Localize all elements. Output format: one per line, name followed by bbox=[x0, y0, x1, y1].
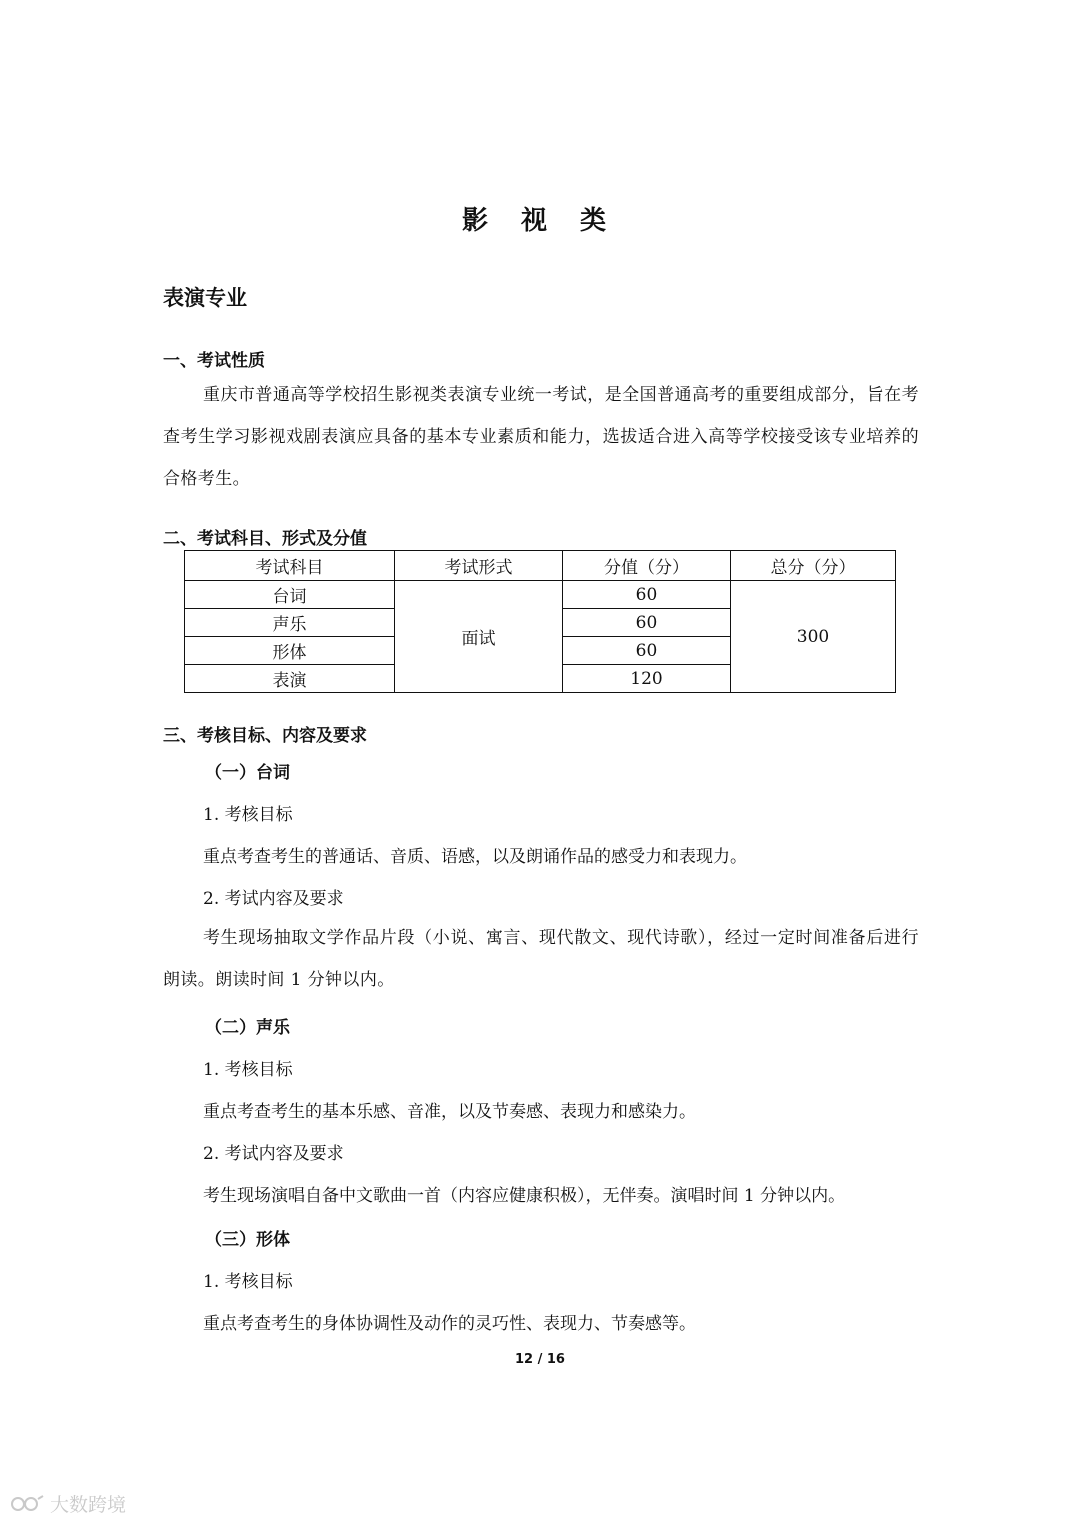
score-cell: 120 bbox=[563, 665, 731, 693]
score-cell: 60 bbox=[563, 581, 731, 609]
section-1-body: 重庆市普通高等学校招生影视类表演专业统一考试，是全国普通高考的重要组成部分，旨在考查考生学习影视戏剧表演应具备的基本专业素质和能力，选拔适合进入高等学校接受该专业培养的合格考生。 bbox=[163, 385, 919, 489]
page-title: 影 视 类 bbox=[461, 206, 619, 236]
table-header-cell: 考试形式 bbox=[395, 551, 563, 581]
logo-icon bbox=[10, 1493, 44, 1515]
score-cell: 60 bbox=[563, 637, 731, 665]
goal-label: 1. 考核目标 bbox=[203, 1060, 293, 1080]
table-header-row bbox=[185, 551, 896, 581]
requirement-text: 考生现场抽取文学作品片段（小说、寓言、现代散文、现代诗歌），经过一定时间准备后进行朗读。朗读时间 1 分钟以内。 bbox=[163, 928, 919, 990]
subsection-heading: （二）声乐 bbox=[205, 1018, 290, 1038]
requirement-label: 2. 考试内容及要求 bbox=[203, 1144, 344, 1164]
score-cell: 60 bbox=[563, 609, 731, 637]
requirement-text: 考生现场演唱自备中文歌曲一首（内容应健康积极），无伴奏。演唱时间 1 分钟以内。 bbox=[203, 1186, 846, 1206]
score-table bbox=[184, 550, 896, 693]
subsection-heading: （一）台词 bbox=[205, 763, 290, 783]
goal-text: 重点考查考生的基本乐感、音准，以及节奏感、表现力和感染力。 bbox=[203, 1102, 696, 1122]
watermark bbox=[10, 1490, 126, 1517]
subject-cell: 表演 bbox=[185, 665, 395, 693]
table-header-cell: 总分（分） bbox=[731, 551, 896, 581]
table-header-cell: 考试科目 bbox=[185, 551, 395, 581]
page-number: 12 / 16 bbox=[515, 1352, 565, 1367]
table-row bbox=[185, 581, 896, 609]
section-2-heading: 二、考试科目、形式及分值 bbox=[163, 529, 367, 549]
form-cell: 面试 bbox=[395, 581, 563, 693]
watermark-text: 大数跨境 bbox=[50, 1494, 127, 1516]
subject-cell: 声乐 bbox=[185, 609, 395, 637]
goal-text: 重点考查考生的身体协调性及动作的灵巧性、表现力、节奏感等。 bbox=[203, 1314, 696, 1334]
requirement-label: 2. 考试内容及要求 bbox=[203, 889, 344, 909]
table-header-cell: 分值（分） bbox=[563, 551, 731, 581]
major-title: 表演专业 bbox=[163, 286, 247, 310]
subject-cell: 形体 bbox=[185, 637, 395, 665]
section-3-heading: 三、考核目标、内容及要求 bbox=[163, 726, 367, 746]
subject-cell: 台词 bbox=[185, 581, 395, 609]
goal-label: 1. 考核目标 bbox=[203, 1272, 293, 1292]
total-cell: 300 bbox=[731, 581, 896, 693]
goal-text: 重点考查考生的普通话、音质、语感，以及朗诵作品的感受力和表现力。 bbox=[203, 847, 747, 867]
subsection-heading: （三）形体 bbox=[205, 1230, 290, 1250]
goal-label: 1. 考核目标 bbox=[203, 805, 293, 825]
section-1-heading: 一、考试性质 bbox=[163, 351, 265, 371]
